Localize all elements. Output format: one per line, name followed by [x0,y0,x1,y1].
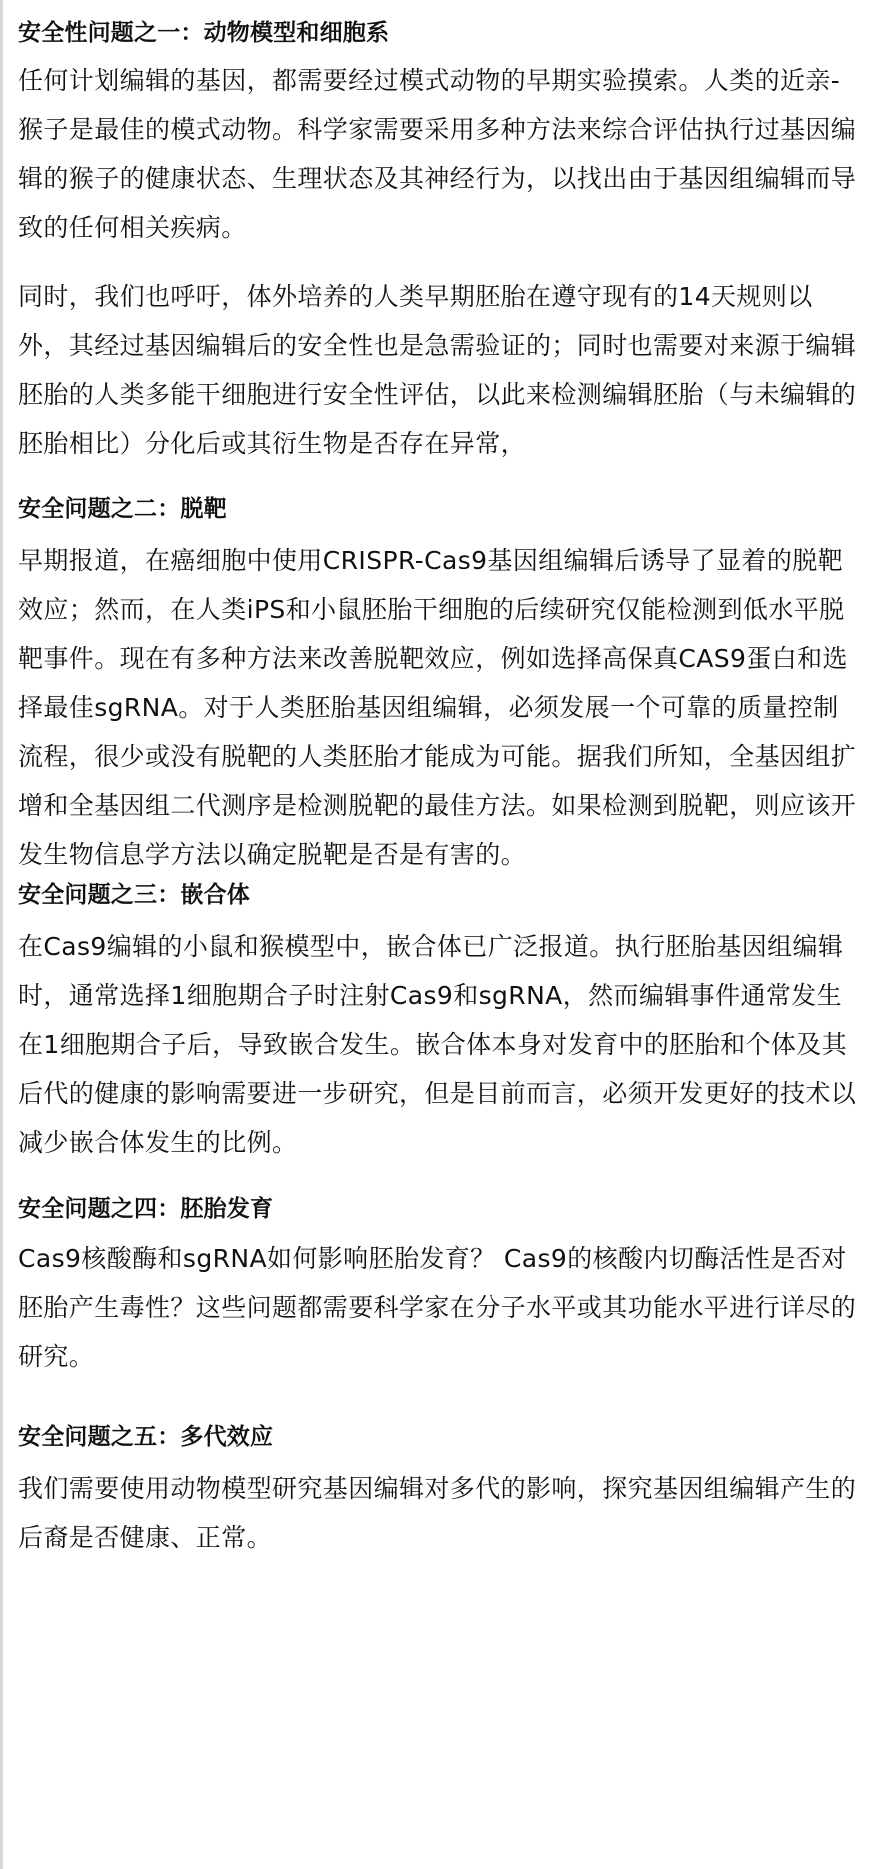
section-2-heading: 安全问题之二：脱靶 [18,496,227,522]
left-border [0,0,3,1869]
section-5-paragraph-1: 我们需要使用动物模型研究基因编辑对多代的影响，探究基因组编辑产生的后裔是否健康、正常。 [18,1474,857,1552]
section-4-heading: 安全问题之四：胚胎发育 [18,1196,274,1222]
section-3-paragraph-1: 在Cas9编辑的小鼠和猴模型中，嵌合体已广泛报道。执行胚胎基因组编辑时，通常选择1细胞期合子时注射Cas9和sgRNA，然而编辑事件通常发生在1细胞期合子后，导致嵌合发生。嵌合体本身对发育中的胚胎和个体及其后代的健康的影响需要进一步研究，但是目前而言，必须开发更好的技术以减少嵌合体发生的比例。 [18,932,857,1157]
section-4-paragraph-1: Cas9核酸酶和sgRNA如何影响胚胎发育？ Cas9的核酸内切酶活性是否对胚胎产生毒性？这些问题都需要科学家在分子水平或其功能水平进行详尽的研究。 [18,1244,857,1371]
section-3-heading: 安全问题之三：嵌合体 [18,882,250,908]
section-1-heading: 安全性问题之一：动物模型和细胞系 [18,20,390,46]
section-1-paragraph-2: 同时，我们也呼吁，体外培养的人类早期胚胎在遵守现有的14天规则以外，其经过基因编辑后的安全性也是急需验证的；同时也需要对来源于编辑胚胎的人类多能干细胞进行安全性评估，以此来检测编辑胚胎（与未编辑的胚胎相比）分化后或其衍生物是否存在异常， [18,282,857,458]
section-2-paragraph-1: 早期报道，在癌细胞中使用CRISPR-Cas9基因组编辑后诱导了显着的脱靶效应；然而，在人类iPS和小鼠胚胎干细胞的后续研究仅能检测到低水平脱靶事件。现在有多种方法来改善脱靶效应，例如选择高保真CAS9蛋白和选择最佳sgRNA。对于人类胚胎基因组编辑，必须发展一个可靠的质量控制流程，很少或没有脱靶的人类胚胎才能成为可能。据我们所知，全基因组扩增和全基因组二代测序是检测脱靶的最佳方法。如果检测到脱靶，则应该开发生物信息学方法以确定脱靶是否是有害的。 [18,546,857,869]
section-5-heading: 安全问题之五：多代效应 [18,1424,274,1450]
section-1-paragraph-1: 任何计划编辑的基因，都需要经过模式动物的早期实验摸索。人类的近亲-猴子是最佳的模式动物。科学家需要采用多种方法来综合评估执行过基因编辑的猴子的健康状态、生理状态及其神经行为，以找出由于基因组编辑而导致的任何相关疾病。 [18,66,857,242]
